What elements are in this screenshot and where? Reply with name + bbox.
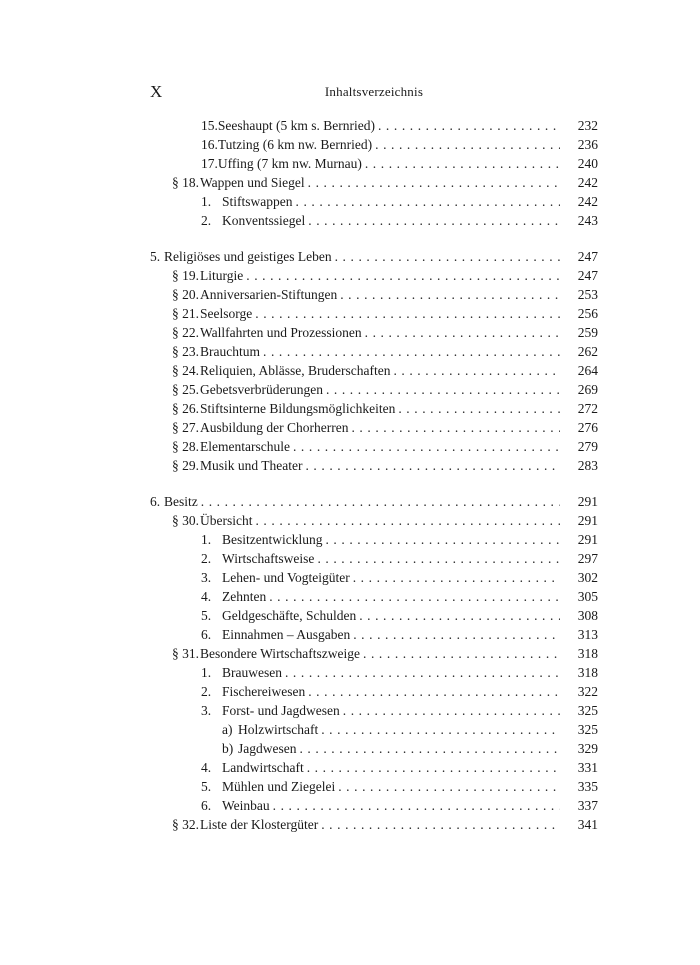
toc-entry-heading	[172, 323, 560, 342]
toc-entry-heading	[172, 815, 560, 834]
dot-leader	[356, 606, 560, 625]
dot-leader	[293, 192, 561, 211]
toc-entry-heading	[172, 399, 560, 418]
toc-entry[interactable]	[150, 323, 598, 342]
dot-leader	[350, 568, 560, 587]
toc-entry[interactable]	[150, 173, 598, 192]
dot-leader	[362, 323, 560, 342]
toc-entry[interactable]	[150, 568, 598, 587]
toc-entry-number: 3.	[201, 570, 212, 585]
toc-entry[interactable]	[150, 701, 598, 720]
dot-leader	[305, 211, 560, 230]
dot-leader	[243, 266, 560, 285]
toc-entry-page: 240	[577, 156, 598, 171]
toc-entry-number: § 23.	[172, 344, 199, 359]
dot-leader	[348, 418, 560, 437]
toc-entry[interactable]	[150, 549, 598, 568]
toc-entry[interactable]	[150, 399, 598, 418]
dot-leader	[335, 777, 560, 796]
toc-entry-heading	[201, 192, 560, 211]
toc-entry-number: 16.	[201, 137, 218, 152]
toc-entry[interactable]	[150, 135, 598, 154]
toc-entry-title: Seelsorge	[200, 306, 253, 321]
toc-entry[interactable]	[150, 492, 598, 511]
toc-entry-page: 313	[577, 627, 598, 642]
toc-entry-page: 318	[577, 646, 598, 661]
dot-leader	[362, 154, 560, 173]
toc-entry[interactable]	[150, 530, 598, 549]
toc-entry-number: § 24.	[172, 363, 199, 378]
toc-entry-page: 253	[577, 287, 598, 302]
toc-entry-title: Anniversarien-Stiftungen	[200, 287, 338, 302]
dot-leader	[270, 796, 560, 815]
toc-entry-title: Tutzing (6 km nw. Bernried)	[217, 137, 373, 152]
dot-leader	[252, 304, 560, 323]
toc-entry[interactable]	[150, 361, 598, 380]
toc-entry-number: a)	[222, 722, 233, 737]
toc-entry-number: § 28.	[172, 439, 199, 454]
toc-entry[interactable]	[150, 285, 598, 304]
dot-leader	[198, 492, 560, 511]
toc-entry-number: § 18.	[172, 175, 199, 190]
dot-leader	[314, 549, 560, 568]
toc-entry[interactable]	[150, 625, 598, 644]
toc-entry-heading	[222, 720, 560, 739]
toc-entry[interactable]	[150, 587, 598, 606]
toc-entry-number: § 25.	[172, 382, 199, 397]
toc-entry[interactable]	[150, 511, 598, 530]
toc-entry-page: 305	[577, 589, 598, 604]
toc-entry-page: 325	[577, 722, 598, 737]
toc-entry-title: Einnahmen – Ausgaben	[222, 627, 351, 642]
toc-entry-number: 15.	[201, 118, 218, 133]
page-number: X	[150, 82, 163, 101]
toc-entry-heading	[150, 492, 560, 511]
toc-entry-number: 5.	[201, 779, 212, 794]
toc-entry-page: 272	[577, 401, 598, 416]
dot-leader	[337, 285, 560, 304]
dot-leader	[266, 587, 560, 606]
toc-entry-heading	[201, 777, 560, 796]
toc-entry-heading	[172, 304, 560, 323]
toc-entry[interactable]	[150, 304, 598, 323]
toc-entry-title: Religiöses und geistiges Leben	[164, 249, 332, 264]
toc-entry[interactable]	[150, 154, 598, 173]
toc-entry[interactable]	[150, 266, 598, 285]
toc-entry-heading	[201, 796, 560, 815]
toc-entry-page: 341	[577, 817, 598, 832]
toc-entry-heading	[172, 511, 560, 530]
toc-entry-page: 259	[577, 325, 598, 340]
toc-entry[interactable]	[150, 758, 598, 777]
dot-leader	[318, 720, 560, 739]
toc-entry-title: Besitzentwicklung	[222, 532, 323, 547]
toc-entry-page: 291	[577, 513, 598, 528]
toc-entry[interactable]	[150, 663, 598, 682]
dot-leader	[360, 644, 560, 663]
toc-entry-number: 6.	[201, 627, 212, 642]
toc-entry-title: Ausbildung der Chorherren	[200, 420, 349, 435]
toc-entry[interactable]	[150, 211, 598, 230]
toc-entry-title: Wallfahrten und Prozessionen	[200, 325, 362, 340]
toc-entry-page: 318	[577, 665, 598, 680]
table-of-contents	[150, 116, 598, 834]
toc-entry-page: 325	[577, 703, 598, 718]
toc-entry-number: § 32.	[172, 817, 199, 832]
toc-entry-heading	[172, 456, 560, 475]
toc-entry[interactable]	[150, 418, 598, 437]
dot-leader	[305, 682, 560, 701]
toc-entry-heading	[201, 606, 560, 625]
toc-entry-page: 264	[577, 363, 598, 378]
toc-entry-title: Zehnten	[222, 589, 267, 604]
toc-entry-title: Besondere Wirtschaftszweige	[200, 646, 361, 661]
toc-entry-number: 17.	[201, 156, 218, 171]
toc-entry-page: 335	[577, 779, 598, 794]
dot-leader	[372, 135, 560, 154]
section-gap	[150, 475, 598, 492]
toc-entry-page: 269	[577, 382, 598, 397]
toc-entry-title: Brauwesen	[222, 665, 282, 680]
toc-entry-title: Mühlen und Ziegelei	[222, 779, 336, 794]
section-gap	[150, 230, 598, 247]
toc-entry-heading	[201, 116, 560, 135]
toc-entry-page: 291	[577, 532, 598, 547]
toc-entry-heading	[172, 173, 560, 192]
toc-entry-title: Musik und Theater	[200, 458, 303, 473]
toc-entry[interactable]	[150, 815, 598, 834]
toc-entry-title: Lehen- und Vogteigüter	[222, 570, 350, 585]
toc-entry-number: 1.	[201, 194, 212, 209]
toc-entry-page: 331	[577, 760, 598, 775]
toc-entry-heading	[172, 437, 560, 456]
dot-leader	[395, 399, 560, 418]
toc-entry-heading	[150, 247, 560, 266]
toc-entry-page: 297	[577, 551, 598, 566]
toc-entry-page: 232	[577, 118, 598, 133]
toc-entry[interactable]	[150, 456, 598, 475]
toc-entry-title: Geldgeschäfte, Schulden	[222, 608, 357, 623]
dot-leader	[302, 456, 560, 475]
toc-entry-title: Besitz	[164, 494, 198, 509]
toc-entry-number: b)	[222, 741, 234, 756]
toc-entry-page: 308	[577, 608, 598, 623]
toc-entry-number: 2.	[201, 213, 212, 228]
dot-leader	[332, 247, 560, 266]
toc-entry-heading	[201, 701, 560, 720]
toc-entry-heading	[201, 568, 560, 587]
toc-entry-number: § 27.	[172, 420, 199, 435]
dot-leader	[296, 739, 560, 758]
toc-entry-title: Konventssiegel	[222, 213, 306, 228]
toc-entry-title: Uffing (7 km nw. Murnau)	[217, 156, 362, 171]
toc-entry-heading	[201, 758, 560, 777]
toc-entry-heading	[172, 644, 560, 663]
toc-entry-heading	[172, 380, 560, 399]
toc-entry-number: 1.	[201, 665, 212, 680]
toc-entry-heading	[201, 135, 560, 154]
dot-leader	[260, 342, 560, 361]
toc-entry-heading	[201, 530, 560, 549]
toc-entry-title: Fischereiwesen	[222, 684, 306, 699]
dot-leader	[390, 361, 560, 380]
toc-entry[interactable]	[150, 342, 598, 361]
running-header	[150, 82, 598, 102]
toc-entry-title: Stiftsinterne Bildungsmöglichkeiten	[200, 401, 396, 416]
toc-entry-number: 5.	[201, 608, 212, 623]
toc-entry-title: Landwirtschaft	[222, 760, 304, 775]
dot-leader	[318, 815, 560, 834]
toc-entry[interactable]	[150, 644, 598, 663]
toc-entry-heading	[172, 285, 560, 304]
toc-entry-number: § 19.	[172, 268, 199, 283]
toc-entry-title: Gebetsverbrüderungen	[200, 382, 323, 397]
toc-entry-title: Jagdwesen	[238, 741, 297, 756]
toc-entry-title: Elementarschule	[200, 439, 290, 454]
toc-entry-number: § 20.	[172, 287, 199, 302]
toc-entry-page: 329	[577, 741, 598, 756]
toc-entry-page: 243	[577, 213, 598, 228]
toc-entry-page: 302	[577, 570, 598, 585]
toc-entry-page: 279	[577, 439, 598, 454]
toc-entry[interactable]	[150, 682, 598, 701]
toc-entry-heading	[172, 418, 560, 437]
toc-entry[interactable]	[150, 437, 598, 456]
toc-entry-heading	[222, 739, 560, 758]
toc-entry-heading	[172, 342, 560, 361]
toc-entry-heading	[201, 549, 560, 568]
toc-entry-number: 6.	[201, 798, 212, 813]
dot-leader	[350, 625, 560, 644]
toc-entry-number: § 26.	[172, 401, 199, 416]
toc-entry-title: Liste der Klostergüter	[200, 817, 319, 832]
toc-entry-number: § 29.	[172, 458, 199, 473]
dot-leader	[340, 701, 560, 720]
toc-entry-page: 242	[577, 175, 598, 190]
toc-entry-number: 2.	[201, 684, 212, 699]
toc-entry-number: § 21.	[172, 306, 199, 321]
toc-entry[interactable]	[150, 247, 598, 266]
toc-entry[interactable]	[150, 606, 598, 625]
toc-entry-page: 262	[577, 344, 598, 359]
toc-entry-heading	[172, 266, 560, 285]
toc-entry-heading	[201, 587, 560, 606]
toc-entry-number: 2.	[201, 551, 212, 566]
toc-entry-page: 283	[577, 458, 598, 473]
toc-entry-number: § 30.	[172, 513, 199, 528]
toc-entry-number: 3.	[201, 703, 212, 718]
dot-leader	[375, 116, 560, 135]
toc-entry-title: Übersicht	[200, 513, 253, 528]
toc-entry-title: Stiftswappen	[222, 194, 293, 209]
toc-entry-page: 291	[577, 494, 598, 509]
toc-entry-title: Liturgie	[200, 268, 244, 283]
toc-entry-page: 247	[577, 268, 598, 283]
toc-entry-page: 256	[577, 306, 598, 321]
toc-entry-heading	[201, 682, 560, 701]
toc-entry-title: Wappen und Siegel	[200, 175, 305, 190]
toc-entry-title: Holzwirtschaft	[238, 722, 319, 737]
toc-entry-number: 6.	[150, 494, 161, 509]
toc-entry-number: 5.	[150, 249, 161, 264]
toc-entry-page: 247	[577, 249, 598, 264]
toc-entry-title: Brauchtum	[200, 344, 260, 359]
toc-entry[interactable]	[150, 116, 598, 135]
dot-leader	[304, 758, 560, 777]
toc-entry[interactable]	[150, 796, 598, 815]
dot-leader	[290, 437, 560, 456]
toc-entry-title: Reliquien, Ablässe, Bruderschaften	[200, 363, 391, 378]
toc-entry-heading	[201, 154, 560, 173]
toc-entry-heading	[201, 625, 560, 644]
toc-entry-number: 4.	[201, 589, 212, 604]
toc-entry[interactable]	[150, 720, 598, 739]
toc-entry-title: Wirtschaftsweise	[222, 551, 315, 566]
toc-entry-heading	[201, 663, 560, 682]
toc-entry[interactable]	[150, 380, 598, 399]
toc-entry-number: § 31.	[172, 646, 199, 661]
toc-entry-page: 337	[577, 798, 598, 813]
dot-leader	[322, 530, 560, 549]
toc-entry[interactable]	[150, 192, 598, 211]
toc-entry-title: Forst- und Jagdwesen	[222, 703, 340, 718]
dot-leader	[305, 173, 560, 192]
toc-entry-title: Weinbau	[222, 798, 270, 813]
toc-entry-page: 276	[577, 420, 598, 435]
toc-entry-page: 236	[577, 137, 598, 152]
dot-leader	[252, 511, 560, 530]
toc-entry[interactable]	[150, 777, 598, 796]
toc-entry-heading	[172, 361, 560, 380]
dot-leader	[282, 663, 560, 682]
running-title: Inhaltsverzeichnis	[324, 84, 424, 99]
toc-entry-page: 242	[577, 194, 598, 209]
toc-entry-title: Seeshaupt (5 km s. Bernried)	[217, 118, 375, 133]
toc-entry-page: 322	[577, 684, 598, 699]
toc-entry-number: § 22.	[172, 325, 199, 340]
toc-entry-number: 1.	[201, 532, 212, 547]
toc-entry-heading	[201, 211, 560, 230]
toc-entry[interactable]	[150, 739, 598, 758]
toc-entry-number: 4.	[201, 760, 212, 775]
dot-leader	[323, 380, 560, 399]
